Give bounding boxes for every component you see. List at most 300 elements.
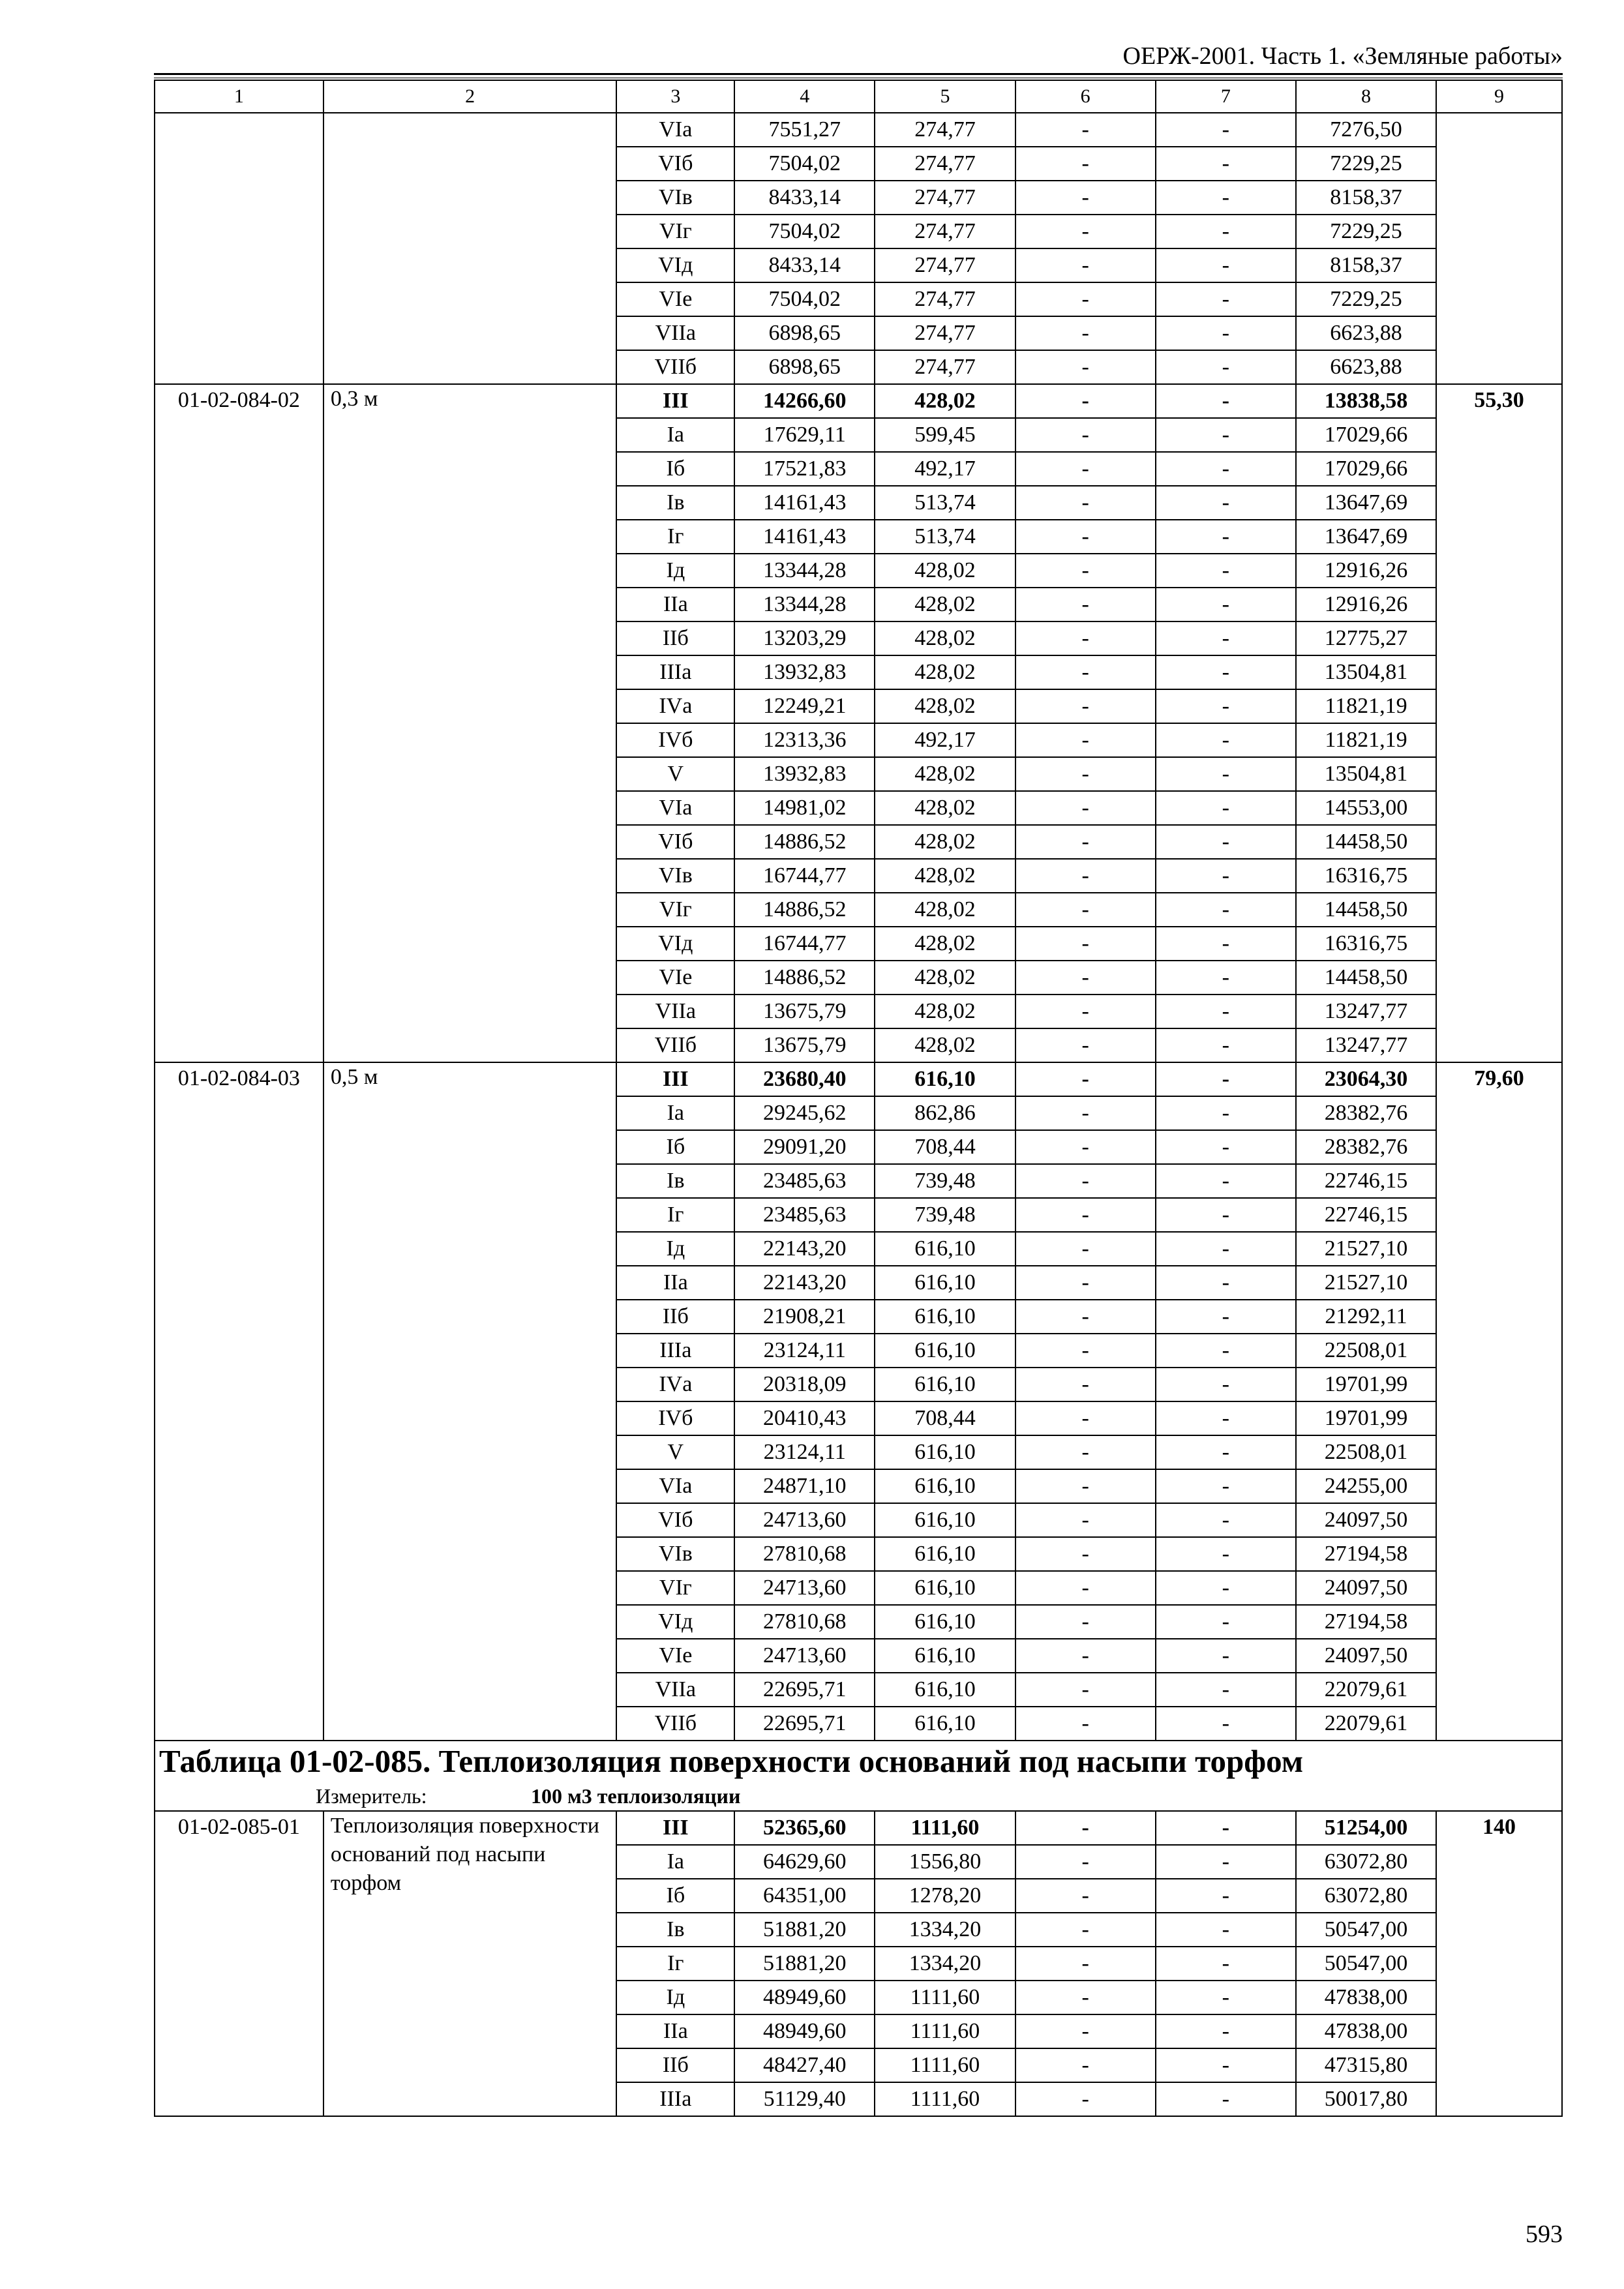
labor-cost: 616,10 bbox=[875, 1639, 1015, 1673]
material-cost: 17029,66 bbox=[1296, 452, 1436, 486]
driver-wages: - bbox=[1156, 1232, 1296, 1266]
material-cost: 24097,50 bbox=[1296, 1503, 1436, 1537]
ground-group: Iг bbox=[616, 1947, 734, 1981]
direct-cost: 24871,10 bbox=[734, 1469, 875, 1503]
labor-cost: 1278,20 bbox=[875, 1879, 1015, 1913]
direct-cost: 7551,27 bbox=[734, 113, 875, 147]
ground-group: VIIа bbox=[616, 995, 734, 1028]
machine-cost: - bbox=[1015, 825, 1156, 859]
machine-cost: - bbox=[1015, 893, 1156, 927]
ground-group: IIб bbox=[616, 621, 734, 655]
material-cost: 22508,01 bbox=[1296, 1435, 1436, 1469]
column-number: 3 bbox=[616, 80, 734, 113]
direct-cost: 12249,21 bbox=[734, 689, 875, 723]
machine-cost: - bbox=[1015, 113, 1156, 147]
ground-group: VIд bbox=[616, 1605, 734, 1639]
machine-cost: - bbox=[1015, 1130, 1156, 1164]
material-cost: 22079,61 bbox=[1296, 1707, 1436, 1741]
machine-cost: - bbox=[1015, 859, 1156, 893]
ground-group: IIа bbox=[616, 2014, 734, 2048]
labor-cost: 492,17 bbox=[875, 452, 1015, 486]
ground-group: Iв bbox=[616, 486, 734, 520]
direct-cost: 20410,43 bbox=[734, 1401, 875, 1435]
driver-wages: - bbox=[1156, 1707, 1296, 1741]
driver-wages: - bbox=[1156, 723, 1296, 757]
driver-wages: - bbox=[1156, 248, 1296, 282]
driver-wages: - bbox=[1156, 147, 1296, 181]
direct-cost: 64351,00 bbox=[734, 1879, 875, 1913]
column-number: 8 bbox=[1296, 80, 1436, 113]
machine-cost: - bbox=[1015, 2014, 1156, 2048]
direct-cost: 23124,11 bbox=[734, 1334, 875, 1368]
driver-wages: - bbox=[1156, 1300, 1296, 1334]
direct-cost: 13675,79 bbox=[734, 1028, 875, 1062]
work-name: 0,3 м bbox=[323, 384, 617, 1062]
direct-cost: 48949,60 bbox=[734, 1981, 875, 2014]
material-cost: 19701,99 bbox=[1296, 1368, 1436, 1401]
ground-group: VIа bbox=[616, 791, 734, 825]
direct-cost: 23485,63 bbox=[734, 1198, 875, 1232]
driver-wages: - bbox=[1156, 588, 1296, 621]
ground-group: Iд bbox=[616, 1232, 734, 1266]
driver-wages: - bbox=[1156, 520, 1296, 554]
direct-cost: 12313,36 bbox=[734, 723, 875, 757]
direct-cost: 22143,20 bbox=[734, 1232, 875, 1266]
driver-wages: - bbox=[1156, 215, 1296, 248]
machine-cost: - bbox=[1015, 1605, 1156, 1639]
ground-group: IIб bbox=[616, 2048, 734, 2082]
labor-cost: 616,10 bbox=[875, 1503, 1015, 1537]
driver-wages: - bbox=[1156, 1198, 1296, 1232]
driver-wages: - bbox=[1156, 1469, 1296, 1503]
ground-group: VIе bbox=[616, 961, 734, 995]
direct-cost: 14161,43 bbox=[734, 486, 875, 520]
table-title: Таблица 01-02-085. Теплоизоляция поверхности оснований под насыпи торфом bbox=[159, 1743, 1304, 1779]
machine-cost: - bbox=[1015, 1707, 1156, 1741]
machine-cost: - bbox=[1015, 1845, 1156, 1879]
direct-cost: 14161,43 bbox=[734, 520, 875, 554]
column-number: 6 bbox=[1015, 80, 1156, 113]
labor-cost: 616,10 bbox=[875, 1707, 1015, 1741]
driver-wages: - bbox=[1156, 1062, 1296, 1096]
labor-cost: 616,10 bbox=[875, 1266, 1015, 1300]
ground-group: IVб bbox=[616, 723, 734, 757]
direct-cost: 13203,29 bbox=[734, 621, 875, 655]
direct-cost: 7504,02 bbox=[734, 282, 875, 316]
direct-cost: 14886,52 bbox=[734, 893, 875, 927]
labor-cost: 428,02 bbox=[875, 825, 1015, 859]
ground-group: VIа bbox=[616, 113, 734, 147]
work-name: Теплоизоляция поверхности оснований под насыпи торфом bbox=[323, 1811, 617, 2116]
material-cost: 12775,27 bbox=[1296, 621, 1436, 655]
running-header: ОЕРЖ-2001. Часть 1. «Земляные работы» bbox=[1122, 42, 1563, 70]
machine-cost: - bbox=[1015, 1503, 1156, 1537]
material-cost: 13647,69 bbox=[1296, 520, 1436, 554]
machine-cost: - bbox=[1015, 282, 1156, 316]
material-cost: 6623,88 bbox=[1296, 316, 1436, 350]
material-cost: 11821,19 bbox=[1296, 723, 1436, 757]
driver-wages: - bbox=[1156, 757, 1296, 791]
material-cost: 63072,80 bbox=[1296, 1845, 1436, 1879]
machine-cost: - bbox=[1015, 554, 1156, 588]
labor-cost: 616,10 bbox=[875, 1232, 1015, 1266]
ground-group: VIIб bbox=[616, 1028, 734, 1062]
work-name bbox=[323, 113, 617, 384]
direct-cost: 20318,09 bbox=[734, 1368, 875, 1401]
ground-group: IVб bbox=[616, 1401, 734, 1435]
material-cost: 13247,77 bbox=[1296, 995, 1436, 1028]
driver-wages: - bbox=[1156, 791, 1296, 825]
driver-wages: - bbox=[1156, 1571, 1296, 1605]
driver-wages: - bbox=[1156, 825, 1296, 859]
driver-wages: - bbox=[1156, 384, 1296, 418]
material-cost: 47315,80 bbox=[1296, 2048, 1436, 2082]
direct-cost: 14886,52 bbox=[734, 825, 875, 859]
rate-code: 01-02-084-03 bbox=[155, 1062, 323, 1741]
driver-wages: - bbox=[1156, 689, 1296, 723]
ground-group: IIб bbox=[616, 1300, 734, 1334]
rate-code bbox=[155, 113, 323, 384]
ground-group: Iа bbox=[616, 1845, 734, 1879]
material-cost: 24097,50 bbox=[1296, 1639, 1436, 1673]
direct-cost: 14886,52 bbox=[734, 961, 875, 995]
material-cost: 19701,99 bbox=[1296, 1401, 1436, 1435]
machine-cost: - bbox=[1015, 1300, 1156, 1334]
machine-cost: - bbox=[1015, 621, 1156, 655]
driver-wages: - bbox=[1156, 1605, 1296, 1639]
machine-cost: - bbox=[1015, 1028, 1156, 1062]
ground-group: VIг bbox=[616, 893, 734, 927]
ground-group: III bbox=[616, 384, 734, 418]
labor-cost: 1334,20 bbox=[875, 1947, 1015, 1981]
ground-group: III bbox=[616, 1811, 734, 1845]
machine-cost: - bbox=[1015, 452, 1156, 486]
direct-cost: 51881,20 bbox=[734, 1913, 875, 1947]
machine-cost: - bbox=[1015, 147, 1156, 181]
machine-cost: - bbox=[1015, 757, 1156, 791]
direct-cost: 51881,20 bbox=[734, 1947, 875, 1981]
machine-cost: - bbox=[1015, 1879, 1156, 1913]
rate-code: 01-02-084-02 bbox=[155, 384, 323, 1062]
measure-line bbox=[159, 1782, 1557, 1810]
machine-cost: - bbox=[1015, 1913, 1156, 1947]
labor-cost: 428,02 bbox=[875, 791, 1015, 825]
labor-cost: 616,10 bbox=[875, 1537, 1015, 1571]
direct-cost: 7504,02 bbox=[734, 215, 875, 248]
labor-cost: 274,77 bbox=[875, 282, 1015, 316]
machine-cost: - bbox=[1015, 1368, 1156, 1401]
labor-cost: 274,77 bbox=[875, 248, 1015, 282]
material-cost: 24097,50 bbox=[1296, 1571, 1436, 1605]
machine-cost: - bbox=[1015, 1435, 1156, 1469]
driver-wages: - bbox=[1156, 927, 1296, 961]
labor-cost: 428,02 bbox=[875, 384, 1015, 418]
labor-cost: 599,45 bbox=[875, 418, 1015, 452]
material-cost: 14458,50 bbox=[1296, 961, 1436, 995]
direct-cost: 13932,83 bbox=[734, 655, 875, 689]
direct-cost: 24713,60 bbox=[734, 1639, 875, 1673]
material-cost: 22746,15 bbox=[1296, 1198, 1436, 1232]
labor-cost: 513,74 bbox=[875, 486, 1015, 520]
material-cost: 11821,19 bbox=[1296, 689, 1436, 723]
direct-cost: 16744,77 bbox=[734, 927, 875, 961]
material-cost: 63072,80 bbox=[1296, 1879, 1436, 1913]
machine-cost: - bbox=[1015, 520, 1156, 554]
machine-cost: - bbox=[1015, 1096, 1156, 1130]
material-cost: 8158,37 bbox=[1296, 181, 1436, 215]
ground-group: VIб bbox=[616, 1503, 734, 1537]
material-cost: 47838,00 bbox=[1296, 2014, 1436, 2048]
ground-group: VIд bbox=[616, 248, 734, 282]
ground-group: Iа bbox=[616, 418, 734, 452]
direct-cost: 14266,60 bbox=[734, 384, 875, 418]
labor-cost: 1111,60 bbox=[875, 2048, 1015, 2082]
material-cost: 14553,00 bbox=[1296, 791, 1436, 825]
direct-cost: 23680,40 bbox=[734, 1062, 875, 1096]
direct-cost: 6898,65 bbox=[734, 350, 875, 384]
driver-wages: - bbox=[1156, 1096, 1296, 1130]
ground-group: IIIа bbox=[616, 2082, 734, 2116]
direct-cost: 24713,60 bbox=[734, 1571, 875, 1605]
ground-group: III bbox=[616, 1062, 734, 1096]
direct-cost: 21908,21 bbox=[734, 1300, 875, 1334]
material-cost: 22079,61 bbox=[1296, 1673, 1436, 1707]
machine-cost: - bbox=[1015, 1981, 1156, 2014]
ground-group: Iг bbox=[616, 520, 734, 554]
ground-group: Iв bbox=[616, 1164, 734, 1198]
driver-wages: - bbox=[1156, 1503, 1296, 1537]
direct-cost: 24713,60 bbox=[734, 1503, 875, 1537]
driver-wages: - bbox=[1156, 181, 1296, 215]
ground-group: VIе bbox=[616, 282, 734, 316]
driver-wages: - bbox=[1156, 1845, 1296, 1879]
driver-wages: - bbox=[1156, 113, 1296, 147]
labor-cost: 862,86 bbox=[875, 1096, 1015, 1130]
machine-cost: - bbox=[1015, 1164, 1156, 1198]
machine-cost: - bbox=[1015, 1571, 1156, 1605]
machine-cost: - bbox=[1015, 316, 1156, 350]
machine-cost: - bbox=[1015, 723, 1156, 757]
material-cost: 14458,50 bbox=[1296, 825, 1436, 859]
driver-wages: - bbox=[1156, 316, 1296, 350]
labor-cost: 1556,80 bbox=[875, 1845, 1015, 1879]
direct-cost: 16744,77 bbox=[734, 859, 875, 893]
machine-cost: - bbox=[1015, 791, 1156, 825]
ground-group: Iб bbox=[616, 452, 734, 486]
direct-cost: 23124,11 bbox=[734, 1435, 875, 1469]
driver-wages: - bbox=[1156, 1947, 1296, 1981]
labor-hours bbox=[1436, 113, 1562, 384]
driver-wages: - bbox=[1156, 995, 1296, 1028]
material-cost: 7276,50 bbox=[1296, 113, 1436, 147]
labor-cost: 739,48 bbox=[875, 1164, 1015, 1198]
labor-cost: 739,48 bbox=[875, 1198, 1015, 1232]
driver-wages: - bbox=[1156, 1028, 1296, 1062]
material-cost: 23064,30 bbox=[1296, 1062, 1436, 1096]
driver-wages: - bbox=[1156, 1266, 1296, 1300]
material-cost: 21292,11 bbox=[1296, 1300, 1436, 1334]
driver-wages: - bbox=[1156, 1913, 1296, 1947]
ground-group: VIIб bbox=[616, 350, 734, 384]
labor-cost: 492,17 bbox=[875, 723, 1015, 757]
direct-cost: 13344,28 bbox=[734, 554, 875, 588]
material-cost: 13647,69 bbox=[1296, 486, 1436, 520]
labor-cost: 1111,60 bbox=[875, 2014, 1015, 2048]
labor-cost: 428,02 bbox=[875, 655, 1015, 689]
direct-cost: 52365,60 bbox=[734, 1811, 875, 1845]
machine-cost: - bbox=[1015, 927, 1156, 961]
driver-wages: - bbox=[1156, 1334, 1296, 1368]
ground-group: Iб bbox=[616, 1879, 734, 1913]
machine-cost: - bbox=[1015, 1198, 1156, 1232]
material-cost: 50547,00 bbox=[1296, 1947, 1436, 1981]
ground-group: VIIа bbox=[616, 316, 734, 350]
direct-cost: 48949,60 bbox=[734, 2014, 875, 2048]
direct-cost: 64629,60 bbox=[734, 1845, 875, 1879]
direct-cost: 27810,68 bbox=[734, 1605, 875, 1639]
driver-wages: - bbox=[1156, 1537, 1296, 1571]
labor-hours: 55,30 bbox=[1436, 384, 1562, 1062]
direct-cost: 29091,20 bbox=[734, 1130, 875, 1164]
driver-wages: - bbox=[1156, 1401, 1296, 1435]
material-cost: 17029,66 bbox=[1296, 418, 1436, 452]
direct-cost: 27810,68 bbox=[734, 1537, 875, 1571]
material-cost: 16316,75 bbox=[1296, 859, 1436, 893]
ground-group: VIд bbox=[616, 927, 734, 961]
ground-group: V bbox=[616, 757, 734, 791]
labor-cost: 428,02 bbox=[875, 621, 1015, 655]
machine-cost: - bbox=[1015, 1334, 1156, 1368]
labor-cost: 708,44 bbox=[875, 1401, 1015, 1435]
machine-cost: - bbox=[1015, 181, 1156, 215]
material-cost: 14458,50 bbox=[1296, 893, 1436, 927]
column-number-row bbox=[155, 80, 1562, 113]
machine-cost: - bbox=[1015, 1401, 1156, 1435]
labor-cost: 616,10 bbox=[875, 1571, 1015, 1605]
labor-cost: 1334,20 bbox=[875, 1913, 1015, 1947]
ground-group: IVа bbox=[616, 1368, 734, 1401]
labor-cost: 616,10 bbox=[875, 1435, 1015, 1469]
machine-cost: - bbox=[1015, 655, 1156, 689]
material-cost: 27194,58 bbox=[1296, 1537, 1436, 1571]
material-cost: 21527,10 bbox=[1296, 1232, 1436, 1266]
labor-cost: 428,02 bbox=[875, 859, 1015, 893]
labor-cost: 428,02 bbox=[875, 689, 1015, 723]
driver-wages: - bbox=[1156, 486, 1296, 520]
ground-group: Iг bbox=[616, 1198, 734, 1232]
ground-group: Iд bbox=[616, 554, 734, 588]
material-cost: 13247,77 bbox=[1296, 1028, 1436, 1062]
direct-cost: 6898,65 bbox=[734, 316, 875, 350]
labor-cost: 428,02 bbox=[875, 588, 1015, 621]
column-number: 7 bbox=[1156, 80, 1296, 113]
machine-cost: - bbox=[1015, 1673, 1156, 1707]
machine-cost: - bbox=[1015, 995, 1156, 1028]
ground-group: VIг bbox=[616, 1571, 734, 1605]
direct-cost: 17629,11 bbox=[734, 418, 875, 452]
section-heading-row bbox=[155, 1741, 1562, 1811]
labor-cost: 1111,60 bbox=[875, 2082, 1015, 2116]
measure-label: Измеритель: bbox=[316, 1784, 427, 1808]
machine-cost: - bbox=[1015, 689, 1156, 723]
driver-wages: - bbox=[1156, 1368, 1296, 1401]
labor-cost: 428,02 bbox=[875, 554, 1015, 588]
driver-wages: - bbox=[1156, 554, 1296, 588]
direct-cost: 22695,71 bbox=[734, 1707, 875, 1741]
material-cost: 13504,81 bbox=[1296, 757, 1436, 791]
ground-group: VIв bbox=[616, 859, 734, 893]
material-cost: 50017,80 bbox=[1296, 2082, 1436, 2116]
ground-group: Iа bbox=[616, 1096, 734, 1130]
direct-cost: 22143,20 bbox=[734, 1266, 875, 1300]
driver-wages: - bbox=[1156, 961, 1296, 995]
labor-cost: 616,10 bbox=[875, 1469, 1015, 1503]
labor-cost: 428,02 bbox=[875, 927, 1015, 961]
column-number: 5 bbox=[875, 80, 1015, 113]
ground-group: VIг bbox=[616, 215, 734, 248]
ground-group: VIв bbox=[616, 1537, 734, 1571]
labor-cost: 513,74 bbox=[875, 520, 1015, 554]
labor-hours: 140 bbox=[1436, 1811, 1562, 2116]
direct-cost: 29245,62 bbox=[734, 1096, 875, 1130]
labor-cost: 428,02 bbox=[875, 1028, 1015, 1062]
machine-cost: - bbox=[1015, 2082, 1156, 2116]
driver-wages: - bbox=[1156, 1811, 1296, 1845]
driver-wages: - bbox=[1156, 655, 1296, 689]
ground-group: IVа bbox=[616, 689, 734, 723]
machine-cost: - bbox=[1015, 1062, 1156, 1096]
ground-group: VIIа bbox=[616, 1673, 734, 1707]
material-cost: 6623,88 bbox=[1296, 350, 1436, 384]
rate-code: 01-02-085-01 bbox=[155, 1811, 323, 2116]
material-cost: 7229,25 bbox=[1296, 282, 1436, 316]
column-number: 1 bbox=[155, 80, 323, 113]
driver-wages: - bbox=[1156, 621, 1296, 655]
material-cost: 21527,10 bbox=[1296, 1266, 1436, 1300]
material-cost: 28382,76 bbox=[1296, 1130, 1436, 1164]
driver-wages: - bbox=[1156, 1639, 1296, 1673]
labor-cost: 616,10 bbox=[875, 1300, 1015, 1334]
section-heading bbox=[155, 1741, 1562, 1811]
labor-cost: 616,10 bbox=[875, 1334, 1015, 1368]
column-number: 2 bbox=[323, 80, 617, 113]
ground-group: IIIа bbox=[616, 1334, 734, 1368]
material-cost: 24255,00 bbox=[1296, 1469, 1436, 1503]
driver-wages: - bbox=[1156, 859, 1296, 893]
machine-cost: - bbox=[1015, 1266, 1156, 1300]
material-cost: 13838,58 bbox=[1296, 384, 1436, 418]
ground-group: VIб bbox=[616, 147, 734, 181]
machine-cost: - bbox=[1015, 1537, 1156, 1571]
ground-group: VIв bbox=[616, 181, 734, 215]
ground-group: Iд bbox=[616, 1981, 734, 2014]
material-cost: 50547,00 bbox=[1296, 1913, 1436, 1947]
work-name: 0,5 м bbox=[323, 1062, 617, 1741]
material-cost: 16316,75 bbox=[1296, 927, 1436, 961]
table-row bbox=[155, 384, 1562, 418]
driver-wages: - bbox=[1156, 1673, 1296, 1707]
direct-cost: 48427,40 bbox=[734, 2048, 875, 2082]
driver-wages: - bbox=[1156, 350, 1296, 384]
labor-cost: 428,02 bbox=[875, 995, 1015, 1028]
driver-wages: - bbox=[1156, 452, 1296, 486]
ground-group: IIIа bbox=[616, 655, 734, 689]
driver-wages: - bbox=[1156, 2048, 1296, 2082]
rates-table bbox=[154, 80, 1563, 2117]
ground-group: IIа bbox=[616, 588, 734, 621]
machine-cost: - bbox=[1015, 1947, 1156, 1981]
labor-cost: 274,77 bbox=[875, 215, 1015, 248]
